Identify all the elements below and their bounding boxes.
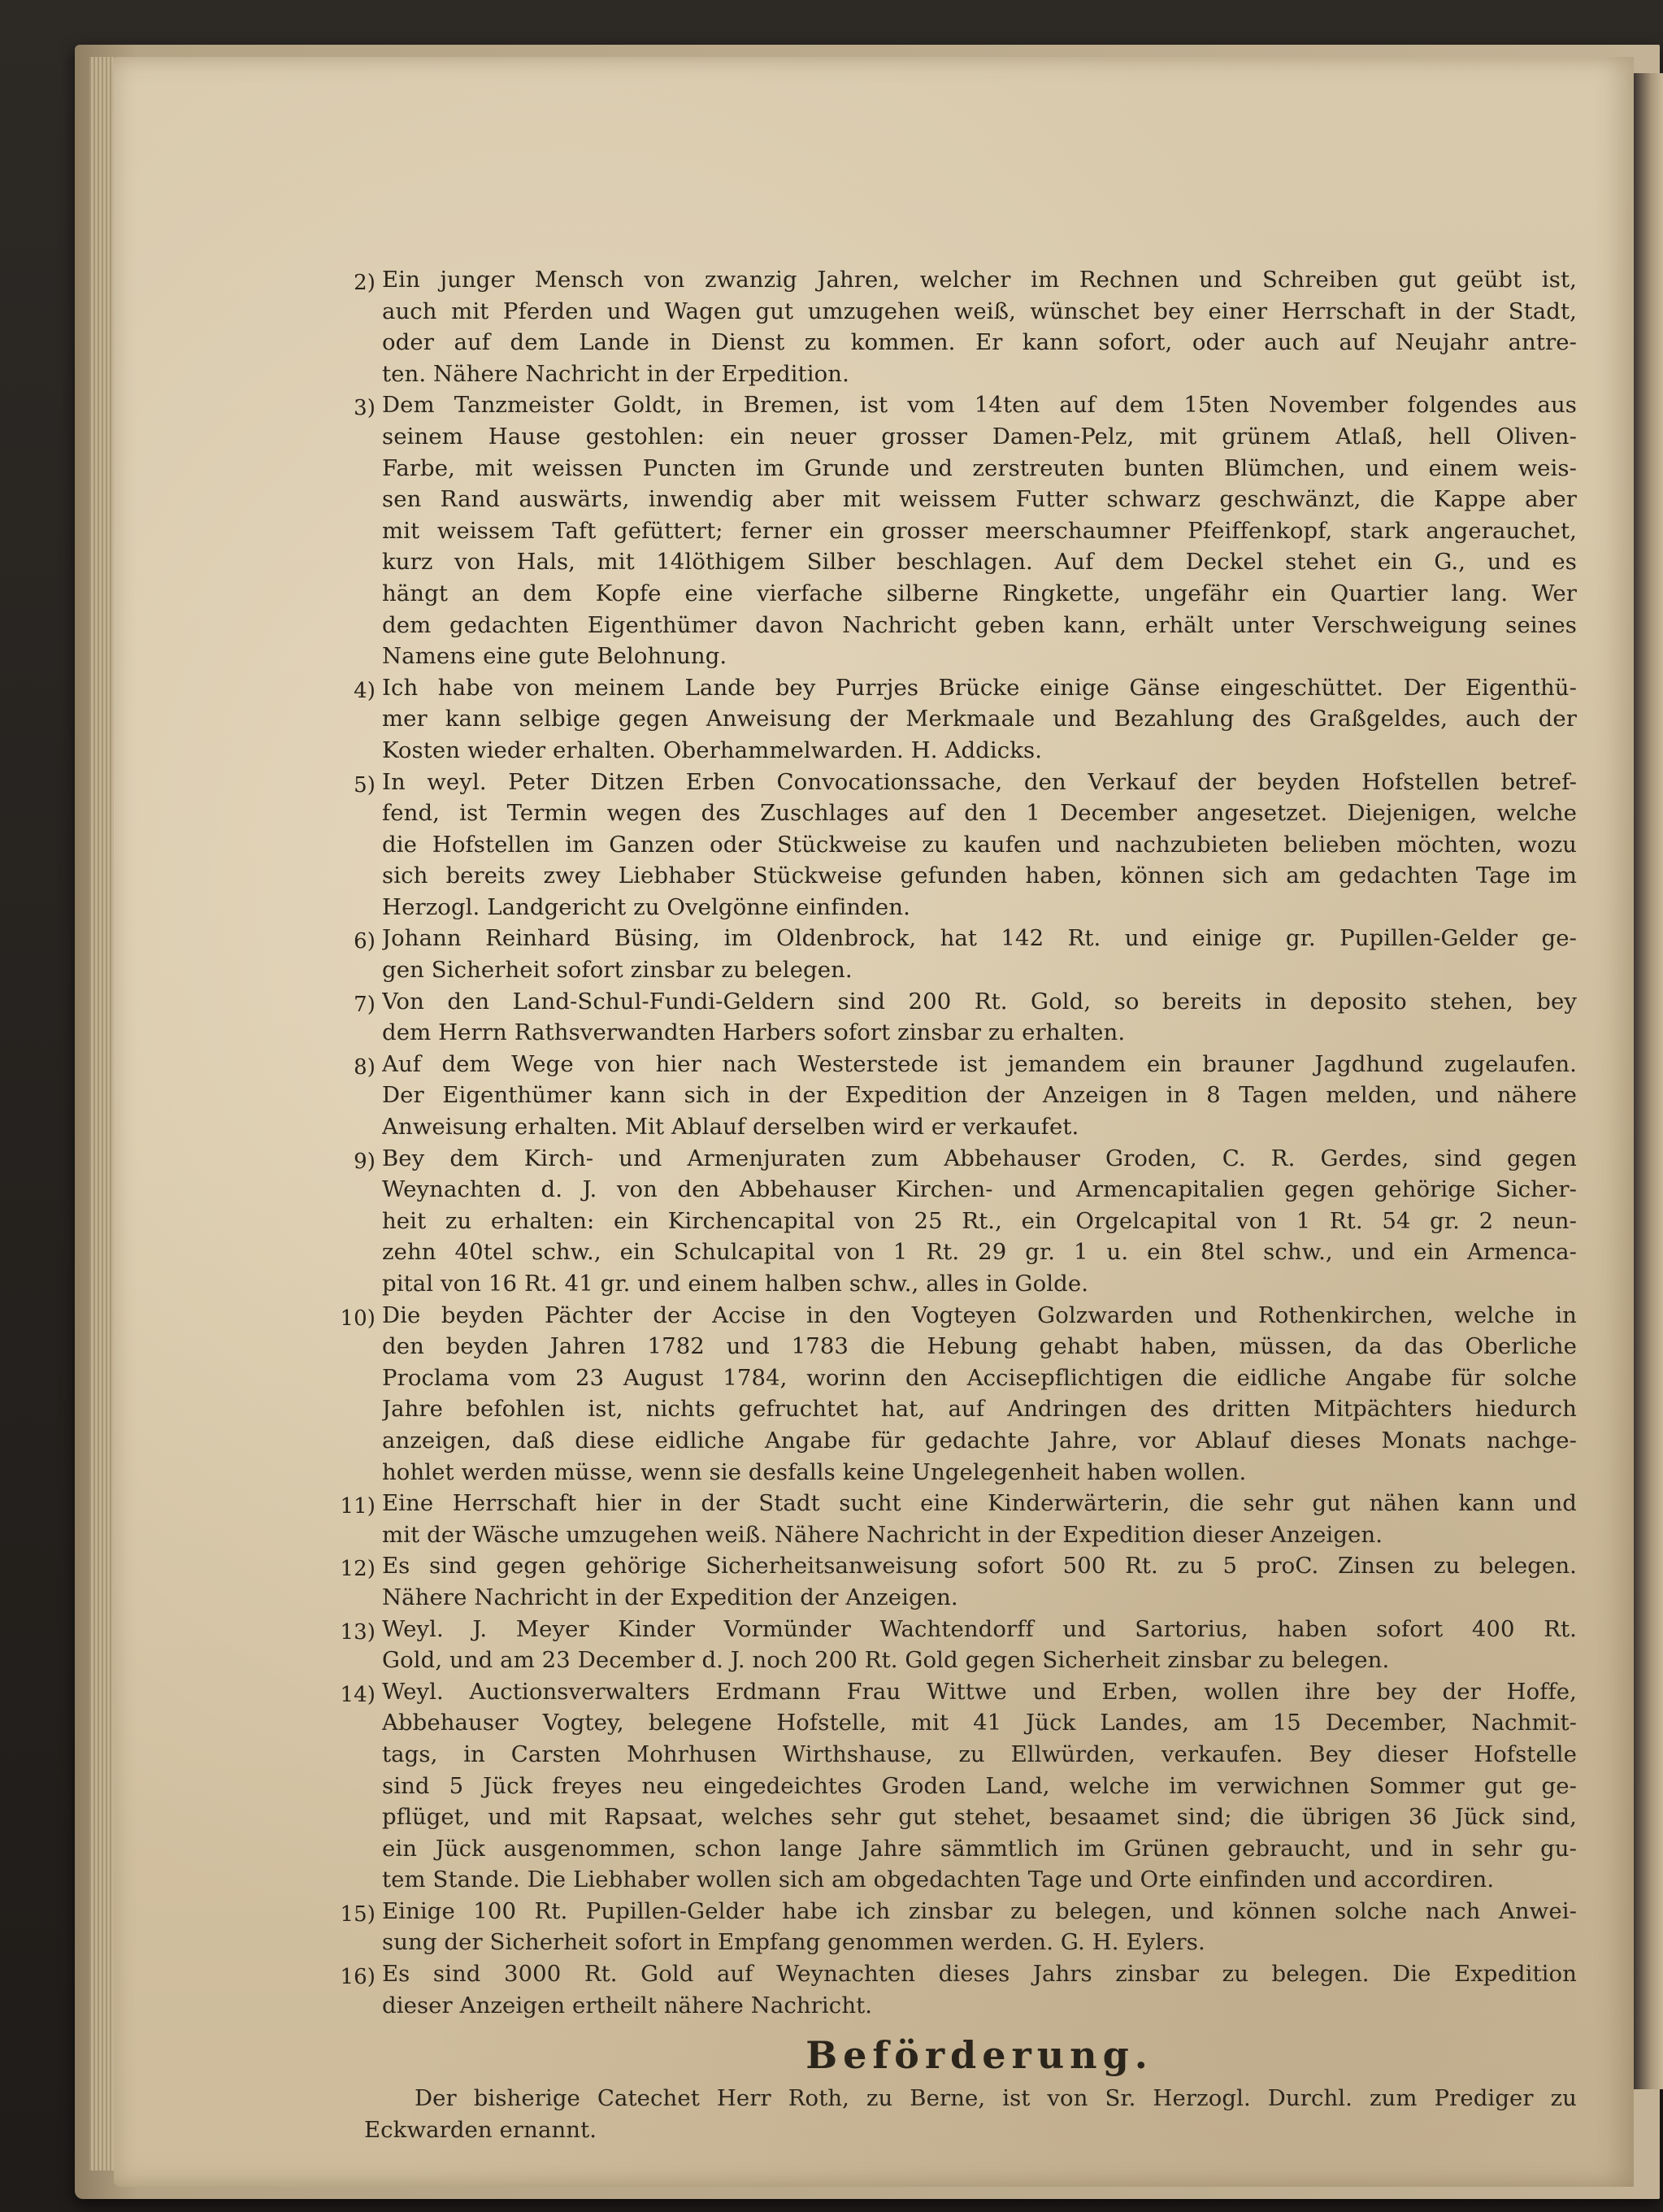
notice-line: dem gedachten Eigenthümer davon Nachricht geben kann, erhält unter Verschweigung seines: [382, 611, 1577, 638]
notice-entry: [354, 923, 1577, 985]
notice-number: 2): [354, 271, 376, 295]
notice-number: 5): [354, 772, 376, 797]
notice-entry: [340, 1300, 1577, 1488]
notice-line: zehn 40tel schw., ein Schulcapital von 1 Rt. 29 gr. 1 u. ein 8tel schw., und ein Armenca-: [382, 1239, 1577, 1266]
notice-number: 3): [354, 396, 376, 421]
notice-line: Es sind 3000 Rt. Gold auf Weynachten dieses Jahrs zinsbar zu belegen. Die Expedition: [382, 1961, 1577, 1988]
notice-line: Kosten wieder erhalten. Oberhammelwarden. H. Addicks.: [382, 737, 1043, 763]
notice-line: Jahre befohlen ist, nichts gefruchtet hat, auf Andringen des dritten Mitpächters hiedurch: [382, 1396, 1577, 1423]
notice-line: Ich habe von meinem Lande bey Purrjes Brücke einige Gänse eingeschüttet. Der Eigenthü-: [382, 674, 1577, 701]
notice-line: sung der Sicherheit sofort in Empfang genommen werden. G. H. Eylers.: [382, 1929, 1205, 1956]
notice-line: mer kann selbige gegen Anweisung der Merkmaale und Bezahlung des Graßgeldes, auch der: [382, 706, 1577, 732]
notice-number: 6): [354, 929, 376, 954]
notice-entry: [354, 1143, 1577, 1300]
promotion-notice: [364, 2083, 1577, 2145]
notice-line: Nähere Nachricht in der Expedition der Anzeigen.: [382, 1584, 958, 1610]
notice-line: dem Herrn Rathsverwandten Harbers sofort zinsbar zu erhalten.: [382, 1019, 1126, 1046]
document-page: [114, 57, 1634, 2187]
notice-number: 9): [354, 1149, 376, 1174]
notice-line: Weynachten d. J. von den Abbehauser Kirchen- und Armencapitalien gegen gehörige Sicher-: [382, 1176, 1577, 1203]
notice-line: gen Sicherheit sofort zinsbar zu belegen.: [382, 957, 853, 984]
notice-number: 4): [354, 678, 376, 703]
facing-page-edge: [1634, 73, 1663, 2089]
notice-line: Von den Land-Schul-Fundi-Geldern sind 200 Rt. Gold, so bereits in deposito stehen, bey: [382, 988, 1577, 1015]
notice-entry: [354, 767, 1577, 923]
section-heading: Beförderung.: [805, 2033, 1153, 2078]
notice-line: pital von 16 Rt. 41 gr. und einem halben schw., alles in Golde.: [382, 1271, 1089, 1297]
notice-line: mit weissem Taft gefüttert; ferner ein grosser meerschaumner Pfeiffenkopf, stark angerauchet,: [382, 517, 1577, 544]
notice-line: Weyl. J. Meyer Kinder Vormünder Wachtendorff und Sartorius, haben sofort 400 Rt.: [382, 1615, 1577, 1642]
notice-line: Farbe, mit weissen Puncten im Grunde und zerstreuten bunten Blümchen, und einem weis-: [382, 454, 1577, 481]
notice-entry: [354, 1049, 1577, 1143]
notice-line: Die beyden Pächter der Accise in den Vogteyen Golzwarden und Rothenkirchen, welche in: [382, 1302, 1577, 1328]
notice-line: Abbehauser Vogtey, belegene Hofstelle, mit 41 Jück Landes, am 15 December, Nachmit-: [382, 1710, 1577, 1736]
notice-line: Gold, und am 23 December d. J. noch 200 Rt. Gold gegen Sicherheit zinsbar zu belegen.: [382, 1647, 1390, 1674]
notice-number: 16): [340, 1965, 376, 1990]
notice-line: die Hofstellen im Ganzen oder Stückweise zu kaufen und nachzubieten belieben möchten, wozu: [382, 831, 1577, 858]
notice-line: Proclama vom 23 August 1784, worinn den Accisepflichtigen die eidliche Angabe für solche: [382, 1364, 1577, 1391]
notice-line: anzeigen, daß diese eidliche Angabe für gedachte Jahre, vor Ablauf dieses Monats nachge-: [382, 1427, 1577, 1454]
notice-entry: [354, 986, 1577, 1049]
notice-entry: [340, 1676, 1577, 1896]
notice-line: Ein junger Mensch von zwanzig Jahren, welcher im Rechnen und Schreiben gut geübt ist,: [382, 267, 1577, 293]
notice-line: Auf dem Wege von hier nach Westerstede ist jemandem ein brauner Jagdhund zugelaufen.: [382, 1050, 1577, 1077]
notice-line: mit der Wäsche umzugehen weiß. Nähere Nachricht in der Expedition dieser Anzeigen.: [382, 1521, 1383, 1548]
notice-entry: [354, 264, 1577, 389]
notice-entry: [340, 1958, 1577, 2021]
notice-line: sen Rand auswärts, inwendig aber mit weissem Futter schwarz geschwänzt, die Kappe aber: [382, 486, 1577, 513]
notice-line: tags, in Carsten Mohrhusen Wirthshause, zu Ellwürden, verkaufen. Bey dieser Hofstelle: [382, 1740, 1577, 1767]
notice-line: auch mit Pferden und Wagen gut umzugehen weiß, wünschet bey einer Herrschaft in der Stadt,: [382, 298, 1577, 324]
notice-entry: [340, 1488, 1577, 1550]
notice-number: 14): [340, 1682, 376, 1707]
notice-line: Johann Reinhard Büsing, im Oldenbrock, hat 142 Rt. und einige gr. Pupillen-Gelder ge-: [382, 925, 1577, 952]
notice-line: ein Jück ausgenommen, schon lange Jahre sämmtlich im Grünen gebraucht, und in sehr gu-: [382, 1835, 1577, 1862]
notice-number: 8): [354, 1054, 376, 1080]
notice-number: 7): [354, 992, 376, 1017]
notice-line: Der Eigenthümer kann sich in der Expedition der Anzeigen in 8 Tagen melden, und nähere: [382, 1082, 1577, 1109]
notice-line: Bey dem Kirch- und Armenjuraten zum Abbehauser Groden, C. R. Gerdes, sind gegen: [382, 1145, 1577, 1171]
notice-line: ten. Nähere Nachricht in der Erpedition.: [382, 360, 849, 387]
notice-entry: [340, 1896, 1577, 1958]
notice-line: hängt an dem Kopfe eine vierfache silberne Ringkette, ungefähr ein Quartier lang. Wer: [382, 580, 1577, 606]
notice-line: In weyl. Peter Ditzen Erben Convocationssache, den Verkauf der beyden Hofstellen betref-: [382, 768, 1577, 795]
notice-line: hohlet werden müsse, wenn sie desfalls keine Ungelegenheit haben wollen.: [382, 1458, 1247, 1485]
notice-line: seinem Hause gestohlen: ein neuer grosser Damen-Pelz, mit grünem Atlaß, hell Oliven-: [382, 423, 1577, 450]
notice-number: 12): [340, 1557, 376, 1582]
notice-line: fend, ist Termin wegen des Zuschlages auf den 1 December angesetzet. Diejenigen, welche: [382, 800, 1577, 827]
notice-line: oder auf dem Lande in Dienst zu kommen. Er kann sofort, oder auch auf Neujahr antre-: [382, 329, 1577, 356]
notice-line: sich bereits zwey Liebhaber Stückweise gefunden haben, können sich am gedachten Tage im: [382, 863, 1577, 889]
promotion-line: Eckwarden ernannt.: [364, 2116, 597, 2143]
notice-line: heit zu erhalten: ein Kirchencapital von 25 Rt., ein Orgelcapital von 1 Rt. 54 gr. 2 neun-: [382, 1207, 1577, 1234]
notice-number: 15): [340, 1901, 376, 1927]
notice-line: Eine Herrschaft hier in der Stadt sucht eine Kinderwärterin, die sehr gut nähen kann und: [382, 1490, 1577, 1517]
advertisement-list: [340, 264, 1577, 2145]
notice-line: den beyden Jahren 1782 und 1783 die Hebung gehabt haben, müssen, da das Oberliche: [382, 1333, 1577, 1360]
notice-line: Einige 100 Rt. Pupillen-Gelder habe ich zinsbar zu belegen, und können solche nach Anwei-: [382, 1897, 1577, 1924]
notice-line: Weyl. Auctionsverwalters Erdmann Frau Wittwe und Erben, wollen ihre bey der Hoffe,: [382, 1678, 1577, 1705]
notice-entry: [354, 389, 1577, 671]
page-edges: [89, 57, 114, 2171]
notice-entry: [354, 672, 1577, 767]
notice-line: Namens eine gute Belohnung.: [382, 643, 727, 670]
promotion-line: Der bisherige Catechet Herr Roth, zu Berne, ist von Sr. Herzogl. Durchl. zum Prediger zu: [415, 2085, 1577, 2112]
notice-number: 11): [340, 1494, 376, 1519]
notice-line: kurz von Hals, mit 14löthigem Silber beschlagen. Auf dem Deckel stehet ein G., und es: [382, 549, 1577, 576]
notice-line: sind 5 Jück freyes neu eingedeichtes Groden Land, welche im verwichnen Sommer gut ge-: [382, 1772, 1577, 1799]
notice-line: Anweisung erhalten. Mit Ablauf derselben wird er verkaufet.: [382, 1114, 1079, 1141]
notice-line: Dem Tanzmeister Goldt, in Bremen, ist vom 14ten auf dem 15ten November folgendes aus: [382, 392, 1577, 419]
notice-line: Herzogl. Landgericht zu Ovelgönne einfinden.: [382, 893, 910, 920]
notice-number: 13): [340, 1619, 376, 1645]
notice-line: dieser Anzeigen ertheilt nähere Nachricht.: [382, 1992, 873, 2019]
notice-entry: [340, 1614, 1577, 1676]
notice-line: tem Stande. Die Liebhaber wollen sich am obgedachten Tage und Orte einfinden und accordiren.: [382, 1867, 1495, 1893]
notice-line: Es sind gegen gehörige Sicherheitsanweisung sofort 500 Rt. zu 5 proC. Zinsen zu belegen.: [382, 1553, 1577, 1580]
notice-number: 10): [340, 1306, 376, 1331]
notice-line: pflüget, und mit Rapsaat, welches sehr gut stehet, besaamet sind; die übrigen 36 Jück sind,: [382, 1804, 1577, 1831]
notice-entry: [340, 1550, 1577, 1613]
